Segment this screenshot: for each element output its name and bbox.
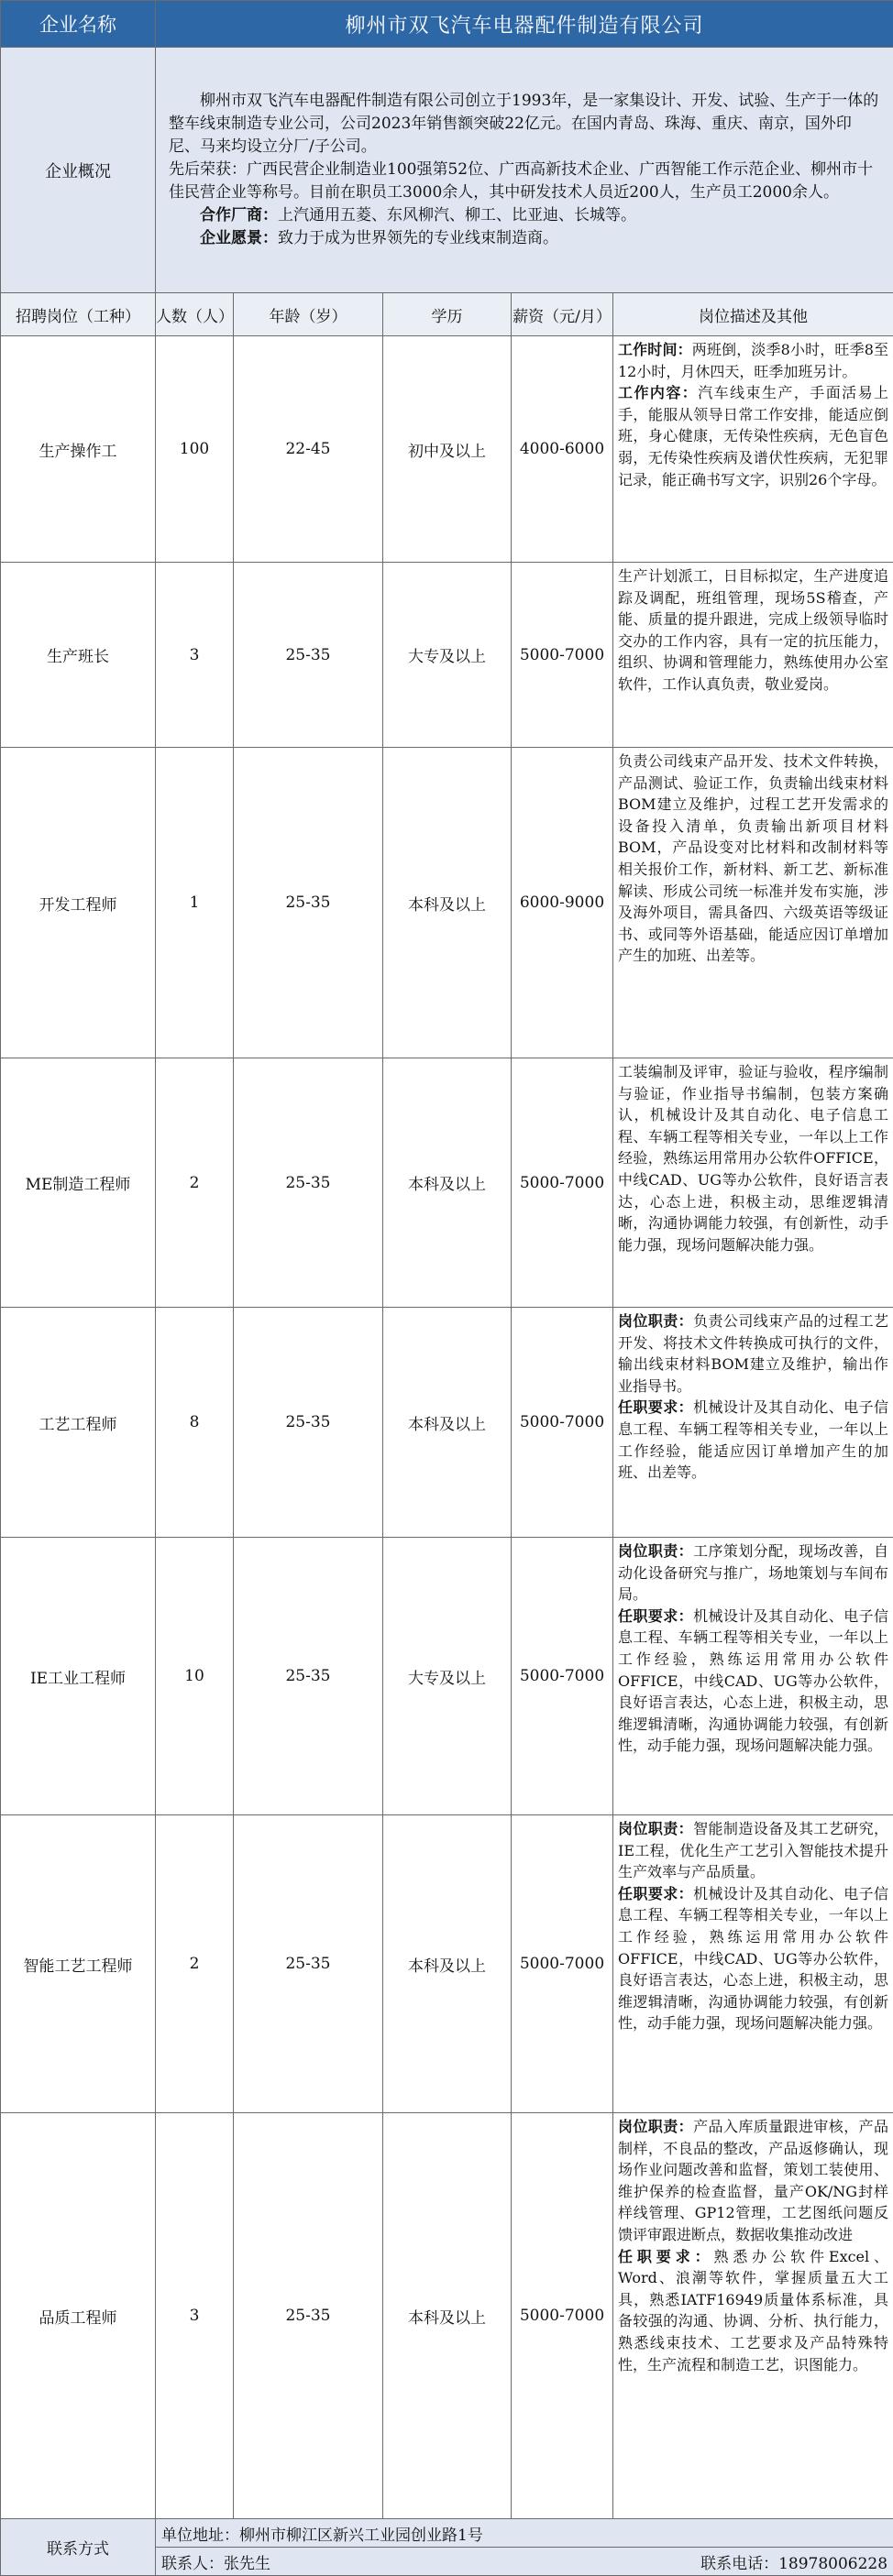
job-age: 25-35 bbox=[234, 2113, 383, 2519]
col-salary: 薪资（元/月） bbox=[512, 293, 613, 336]
job-age: 25-35 bbox=[234, 1815, 383, 2113]
company-name-label: 企业名称 bbox=[1, 1, 156, 48]
job-description bbox=[613, 336, 893, 563]
job-count: 8 bbox=[156, 1308, 234, 1538]
job-education: 本科及以上 bbox=[383, 1815, 512, 2113]
overview-honors: 先后荣获：广西民营企业制造业100强第52位、广西高新技术企业、广西智能工作示范企业、柳州市十佳民营企业等称号。目前在职员工3000余人，其中研发技术人员近200人，生产员工2000余人。 bbox=[169, 159, 880, 204]
job-description-label: 任职要求： bbox=[618, 1607, 693, 1625]
job-description-text: 机械设计及其自动化、电子信息工程、车辆工程等相关专业，一年以上工作经验，熟练运用常用办公软件 OFFICE，中线CAD、UG等办公软件，良好语言表达，心态上进，积极主动，思维逻辑清晰，沟通协调能力较强，有创新性，动手能力强，现场问题解决能力强。 bbox=[618, 1885, 888, 2033]
job-count: 2 bbox=[156, 1058, 234, 1308]
job-position: ME制造工程师 bbox=[1, 1058, 156, 1308]
job-count: 1 bbox=[156, 748, 234, 1058]
table-row bbox=[1, 2113, 893, 2519]
job-position: 智能工艺工程师 bbox=[1, 1815, 156, 2113]
job-description-paragraph bbox=[618, 2246, 888, 2376]
col-description: 岗位描述及其他 bbox=[613, 293, 893, 336]
contact-phone: 联系电话：18978006228 bbox=[700, 2550, 887, 2573]
job-description-paragraph bbox=[618, 565, 888, 696]
job-age: 25-35 bbox=[234, 1538, 383, 1815]
job-position: 工艺工程师 bbox=[1, 1308, 156, 1538]
overview-vision bbox=[169, 227, 880, 250]
job-description-paragraph bbox=[618, 1310, 888, 1397]
table-row bbox=[1, 1058, 893, 1308]
job-position: 生产班长 bbox=[1, 563, 156, 748]
job-description-label: 工作时间： bbox=[618, 341, 692, 358]
job-age: 22-45 bbox=[234, 336, 383, 563]
column-header-row bbox=[1, 293, 893, 336]
job-position: 品质工程师 bbox=[1, 2113, 156, 2519]
job-description-text: 智能制造设备及其工艺研究，IE工程，优化生产工艺引入智能技术提升生产效率与产品质量。 bbox=[618, 1820, 888, 1880]
job-salary: 5000-7000 bbox=[512, 1308, 613, 1538]
col-count: 人数（人） bbox=[156, 293, 234, 336]
job-description-paragraph bbox=[618, 1540, 888, 1606]
job-age: 25-35 bbox=[234, 1058, 383, 1308]
job-education: 初中及以上 bbox=[383, 336, 512, 563]
job-description-label: 岗位职责： bbox=[618, 1542, 693, 1560]
job-salary: 4000-6000 bbox=[512, 336, 613, 563]
job-description-paragraph bbox=[618, 382, 888, 490]
job-description-label: 任职要求： bbox=[618, 1398, 693, 1416]
table-row bbox=[1, 336, 893, 563]
table-row bbox=[1, 748, 893, 1058]
job-description-text: 工装编制及评审，验证与验收，程序编制与验证，作业指导书编制，包装方案确认，机械设计及其自动化、电子信息工程、车辆工程等相关专业，一年以上工作经验，熟练运用常用办公软件OFFICE，中线CAD、UG等办公软件，良好语言表达，心态上进，积极主动，思维逻辑清晰，沟通协调能力较强，有创新性，动手能力强，现场问题解决能力强。 bbox=[618, 1063, 888, 1254]
job-education: 本科及以上 bbox=[383, 748, 512, 1058]
job-description-label: 工作内容： bbox=[618, 384, 698, 401]
job-description-text: 汽车线束生产，手面活易上手，能服从领导日常工作安排，能适应倒班，身心健康，无传染性疾病，无色盲色弱，无传染性疾病及谱伏性疾病，无犯罪记录，能正确书写文字，识别26个字母。 bbox=[618, 384, 888, 488]
job-description bbox=[613, 1538, 893, 1815]
job-description-text: 生产计划派工，日目标拟定，生产进度追踪及调配，班组管理，现场5S稽查，产能、质量的提升跟进，完成上级领导临时交办的工作内容，具有一定的抗压能力，组织、协调和管理能力，熟练使用办公室软件，工作认真负责，敬业爱岗。 bbox=[618, 567, 888, 693]
job-description-paragraph bbox=[618, 1883, 888, 2034]
table-row bbox=[1, 563, 893, 748]
job-education: 本科及以上 bbox=[383, 1058, 512, 1308]
job-description-label: 岗位职责： bbox=[618, 1312, 693, 1330]
vision-label: 企业愿景： bbox=[200, 229, 278, 247]
job-description-label: 任职要求： bbox=[618, 1885, 693, 1902]
job-description-text: 负责公司线束产品开发、技术文件转换，产品测试、验证工作，负责输出线束材料BOM建立及维护，过程工艺开发需求的设备投入清单，负责输出新项目材料BOM，产品设变对比材料和改制材料等相关报价工作，新材料、新工艺、新标准解读、形成公司统一标准并发布实施，涉及海外项目，需具备四、六级英语等级证书、或同等外语基础，能适应因订单增加产生的加班、出差等。 bbox=[618, 752, 888, 964]
job-count: 3 bbox=[156, 563, 234, 748]
company-name: 柳州市双飞汽车电器配件制造有限公司 bbox=[156, 1, 893, 48]
job-description-paragraph bbox=[618, 2116, 888, 2246]
job-description-text: 产品入库质量跟进审核，产品制样，不良品的整改，产品返修确认，现场作业问题改善和监督，策划工装使用、维护保养的检查监督，量产OK/NG封样样线管理、GP12管理，工艺图纸问题反馈评审跟进断点，数据收集推动改进 bbox=[618, 2118, 888, 2243]
job-description-text: 两班倒，淡季8小时，旺季8至12小时，月休四天，旺季加班另计。 bbox=[618, 341, 888, 380]
col-position: 招聘岗位（工种） bbox=[1, 293, 156, 336]
job-description bbox=[613, 1308, 893, 1538]
table-row bbox=[1, 1308, 893, 1538]
overview-intro: 柳州市双飞汽车电器配件制造有限公司创立于1993年，是一家集设计、开发、试验、生产于一体的整车线束制造专业公司，公司2023年销售额突破22亿元。在国内青岛、珠海、重庆、南京，国外印尼、马来均设立分厂/子公司。 bbox=[169, 90, 880, 159]
job-salary: 5000-7000 bbox=[512, 563, 613, 748]
overview-label: 企业概况 bbox=[1, 48, 156, 293]
overview-partners bbox=[169, 204, 880, 227]
job-description-paragraph bbox=[618, 751, 888, 967]
job-education: 大专及以上 bbox=[383, 563, 512, 748]
job-description-text: 工序策划分配，现场改善，自动化设备研究与推广，场地策划与车间布局。 bbox=[618, 1542, 888, 1603]
job-salary: 6000-9000 bbox=[512, 748, 613, 1058]
job-education: 本科及以上 bbox=[383, 2113, 512, 2519]
job-description-paragraph bbox=[618, 339, 888, 382]
contact-address: 单位地址：柳州市柳江区新兴工业园创业路1号 bbox=[156, 2519, 893, 2548]
vision-text: 致力于成为世界领先的专业线束制造商。 bbox=[278, 229, 558, 247]
table-row bbox=[1, 1538, 893, 1815]
job-age: 25-35 bbox=[234, 563, 383, 748]
job-description bbox=[613, 1058, 893, 1308]
job-description-text: 负责公司线束产品的过程工艺开发、将技术文件转换成可执行的文件，输出线束材料BOM建立及维护，输出作业指导书。 bbox=[618, 1312, 888, 1395]
job-salary: 5000-7000 bbox=[512, 1538, 613, 1815]
job-count: 100 bbox=[156, 336, 234, 563]
job-position: IE工业工程师 bbox=[1, 1538, 156, 1815]
job-position: 生产操作工 bbox=[1, 336, 156, 563]
job-age: 25-35 bbox=[234, 748, 383, 1058]
job-salary: 5000-7000 bbox=[512, 1815, 613, 2113]
job-description-paragraph bbox=[618, 1606, 888, 1757]
job-age: 25-35 bbox=[234, 1308, 383, 1538]
table-row bbox=[1, 1815, 893, 2113]
job-description-label: 岗位职责： bbox=[618, 1820, 693, 1837]
partners-text: 上汽通用五菱、东风柳汽、柳工、比亚迪、长城等。 bbox=[278, 206, 636, 225]
job-education: 本科及以上 bbox=[383, 1308, 512, 1538]
contact-person-phone bbox=[156, 2548, 893, 2576]
job-description bbox=[613, 1815, 893, 2113]
job-position: 开发工程师 bbox=[1, 748, 156, 1058]
contact-person: 联系人：张先生 bbox=[161, 2550, 270, 2573]
job-description-label: 岗位职责： bbox=[618, 2118, 693, 2135]
job-description bbox=[613, 2113, 893, 2519]
job-education: 大专及以上 bbox=[383, 1538, 512, 1815]
job-description-paragraph bbox=[618, 1818, 888, 1883]
partners-label: 合作厂商： bbox=[200, 206, 278, 225]
job-count: 3 bbox=[156, 2113, 234, 2519]
company-overview bbox=[156, 48, 893, 293]
job-description-label: 任职要求： bbox=[618, 2248, 714, 2265]
job-description-text: 机械设计及其自动化、电子信息工程、车辆工程等相关专业，一年以上工作经验，能适应因订单增加产生的加班、出差等。 bbox=[618, 1398, 888, 1481]
job-description-text: 机械设计及其自动化、电子信息工程、车辆工程等相关专业，一年以上工作经验，熟练运用常用办公软件 OFFICE，中线CAD、UG等办公软件，良好语言表达，心态上进，积极主动，思维逻辑清晰，沟通协调能力较强，有创新性，动手能力强，现场问题解决能力强。 bbox=[618, 1607, 888, 1755]
job-description bbox=[613, 563, 893, 748]
job-description-paragraph bbox=[618, 1397, 888, 1483]
job-salary: 5000-7000 bbox=[512, 1058, 613, 1308]
job-description-text: 熟悉办公软件Excel、Word、浪潮等软件，掌握质量五大工具，熟悉IATF16949质量体系标准，具备较强的沟通、协调、分析、执行能力，熟悉线束技术、工艺要求及产品特殊特性，生产流程和制造工艺，识图能力。 bbox=[618, 2248, 888, 2373]
job-description-paragraph bbox=[618, 1061, 888, 1255]
col-age: 年龄（岁） bbox=[234, 293, 383, 336]
job-salary: 5000-7000 bbox=[512, 2113, 613, 2519]
job-count: 2 bbox=[156, 1815, 234, 2113]
col-education: 学历 bbox=[383, 293, 512, 336]
job-description bbox=[613, 748, 893, 1058]
contact-label: 联系方式 bbox=[1, 2519, 156, 2576]
job-count: 10 bbox=[156, 1538, 234, 1815]
